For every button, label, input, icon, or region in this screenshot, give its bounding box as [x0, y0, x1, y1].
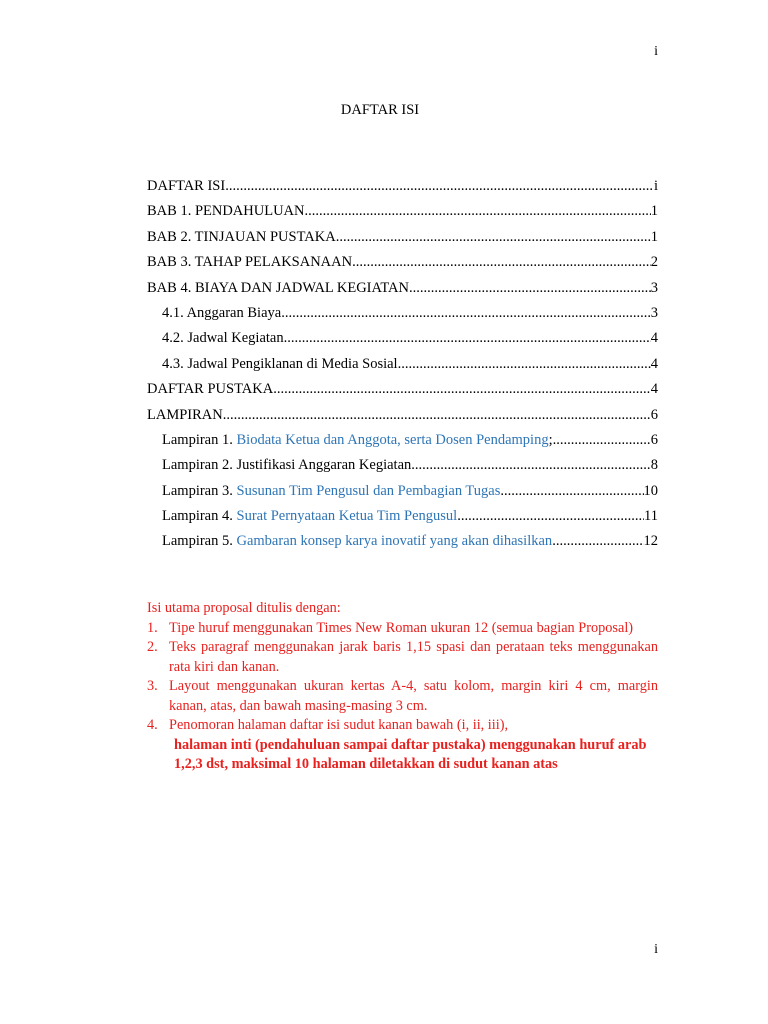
toc-entry-text: LAMPIRAN: [147, 406, 223, 423]
toc-entry-label: [147, 381, 273, 398]
note-item: [147, 638, 658, 677]
toc-entry-text: 4.1. Anggaran Biaya: [162, 304, 282, 321]
toc-entry[interactable]: [147, 533, 658, 558]
toc-entry-label: [162, 508, 457, 525]
note-text: Teks paragraf menggunakan jarak baris 1,15 spasi dan perataan teks menggunakan rata kiri dan kanan.: [169, 639, 658, 675]
toc-entry-text: BAB 2. TINJAUAN PUSTAKA: [147, 228, 336, 245]
note-number: 3.: [147, 678, 158, 694]
notes-list: [147, 619, 658, 736]
toc-page-number: 6: [650, 431, 658, 448]
toc-entry-label: [147, 178, 225, 195]
toc-dot-leader: [500, 483, 643, 500]
toc-dot-leader: [305, 203, 651, 220]
toc-page-number: 11: [644, 508, 658, 525]
toc-entry[interactable]: [147, 457, 658, 482]
toc-entry[interactable]: [147, 432, 658, 457]
toc-entry-text: Lampiran 2. Justifikasi Anggaran Kegiatan: [162, 457, 412, 474]
toc-entry-text: BAB 3. TAHAP PELAKSANAAN: [147, 254, 353, 271]
toc-entry-text: 4.2. Jadwal Kegiatan: [162, 330, 284, 347]
toc-dot-leader: [409, 280, 651, 297]
toc-entry[interactable]: [147, 280, 658, 305]
toc-page-number: 4: [650, 355, 658, 372]
toc-entry[interactable]: [147, 254, 658, 279]
toc-entry[interactable]: [147, 229, 658, 254]
toc-page-number: 4: [650, 330, 658, 347]
toc-page-number: 12: [643, 533, 658, 550]
toc-entry-link[interactable]: Biodata Ketua dan Anggota, serta Dosen Pendamping: [236, 431, 549, 448]
note-number: 1.: [147, 619, 158, 636]
toc-dot-leader: [223, 407, 651, 424]
note-item: [147, 677, 658, 716]
toc-entry[interactable]: [147, 483, 658, 508]
toc-entry-text: Lampiran 5.: [162, 533, 237, 550]
toc-entry-label: [162, 533, 552, 550]
toc-entry[interactable]: [147, 356, 658, 381]
toc-entry-label: [162, 330, 284, 347]
toc-entry-label: [162, 483, 500, 500]
toc-entry-text: BAB 4. BIAYA DAN JADWAL KEGIATAN: [147, 279, 409, 296]
toc-entry-text: DAFTAR ISI: [147, 178, 226, 194]
note-number: 4.: [147, 717, 158, 733]
toc-page-number: 6: [650, 406, 658, 423]
toc-dot-leader: [281, 305, 651, 322]
toc-entry[interactable]: [147, 381, 658, 406]
toc-dot-leader: [336, 229, 651, 246]
toc-page-number: 3: [650, 304, 658, 321]
toc-dot-leader: [553, 432, 651, 449]
toc-page-number: 8: [650, 457, 658, 474]
note-number: 2.: [147, 639, 158, 655]
toc-entry-label: [147, 407, 223, 424]
notes-intro: Isi utama proposal ditulis dengan:: [147, 600, 341, 616]
toc-entry-label: [162, 432, 553, 449]
toc-page-number: 4: [650, 381, 658, 398]
toc-entry-label: [147, 229, 336, 246]
formatting-notes: [147, 599, 658, 775]
toc-page-number: i: [653, 178, 658, 194]
toc-entry-label: [147, 203, 305, 220]
toc-dot-leader: [398, 356, 651, 373]
toc-entry-label: [147, 254, 352, 271]
toc-dot-leader: [457, 508, 644, 525]
toc-entry[interactable]: [147, 407, 658, 432]
toc-entry[interactable]: [147, 178, 658, 203]
page-number-top: i: [654, 44, 658, 59]
toc-entry-text: Lampiran 3.: [162, 482, 237, 499]
note-item: [147, 716, 658, 736]
toc-entry[interactable]: [147, 330, 658, 355]
note-text: Penomoran halaman daftar isi sudut kanan bawah (i, ii, iii),: [169, 717, 509, 733]
toc-entry-label: [162, 356, 398, 373]
toc-dot-leader: [284, 330, 651, 347]
toc-dot-leader: [352, 254, 651, 271]
toc-dot-leader: [552, 533, 643, 550]
toc-dot-leader: [273, 381, 651, 398]
note-text: Layout menggunakan ukuran kertas A-4, satu kolom, margin kiri 4 cm, margin kanan, atas, dan bawah masing-masing 3 cm.: [169, 678, 658, 714]
toc-dot-leader: [411, 457, 650, 474]
toc-entry-text: Lampiran 1.: [162, 431, 237, 448]
note-item: [147, 619, 658, 639]
toc-entry-label: [162, 457, 411, 474]
table-of-contents: [147, 178, 658, 559]
toc-entry-text: 4.3. Jadwal Pengiklanan di Media Sosial: [162, 355, 398, 372]
toc-entry[interactable]: [147, 203, 658, 228]
toc-page-number: 1: [650, 228, 658, 245]
toc-entry-label: [162, 305, 281, 322]
toc-entry[interactable]: [147, 305, 658, 330]
toc-page-number: 10: [643, 482, 658, 499]
toc-dot-leader: [225, 178, 654, 195]
toc-entry-text: BAB 1. PENDAHULUAN: [147, 203, 305, 220]
toc-entry-link[interactable]: Gambaran konsep karya inovatif yang akan dihasilkan: [236, 533, 553, 550]
toc-entry-text: Lampiran 4.: [162, 508, 237, 525]
toc-entry-suffix: ;: [548, 431, 553, 448]
note-text: Tipe huruf menggunakan Times New Roman ukuran 12 (semua bagian Proposal): [169, 619, 634, 636]
toc-page-number: 3: [650, 279, 658, 296]
page-number-bottom: i: [654, 942, 658, 957]
notes-bold-text: halaman inti (pendahuluan sampai daftar pustaka) menggunakan huruf arab 1,2,3 dst, maksimal 10 halaman diletakkan di sudut kanan atas: [174, 736, 647, 772]
toc-page-number: 1: [650, 203, 658, 220]
toc-page-number: 2: [650, 254, 658, 271]
toc-entry[interactable]: [147, 508, 658, 533]
toc-entry-text: DAFTAR PUSTAKA: [147, 381, 274, 398]
toc-entry-link[interactable]: Susunan Tim Pengusul dan Pembagian Tugas: [236, 482, 501, 499]
toc-entry-link[interactable]: Surat Pernyataan Ketua Tim Pengusul: [236, 508, 458, 525]
toc-entry-label: [147, 280, 409, 297]
page-title: DAFTAR ISI: [340, 102, 420, 118]
